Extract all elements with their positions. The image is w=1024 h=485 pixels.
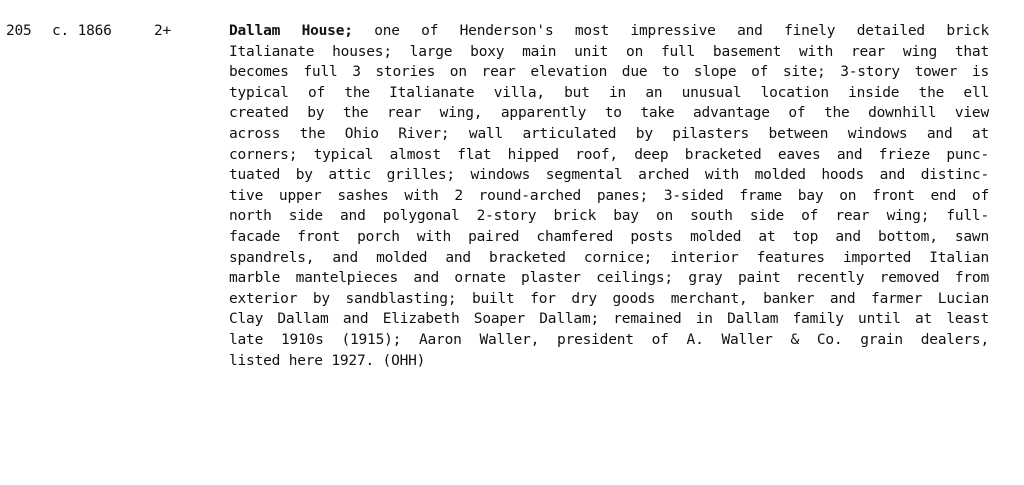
description-line: spandrels, and molded and bracketed cornice; interior features imported Italian	[229, 249, 989, 266]
description-line: late 1910s (1915); Aaron Waller, president of A. Waller & Co. grain dealers,	[229, 331, 989, 348]
description-line: across the Ohio River; wall articulated by pilasters between windows and at	[229, 125, 989, 142]
description-line: marble mantelpieces and ornate plaster ceilings; gray paint recently removed from	[229, 270, 989, 287]
description-line: becomes full 3 stories on rear elevation due to slope of site; 3-story tower is	[229, 64, 989, 81]
description-line: created by the rear wing, apparently to take advantage of the downhill view	[229, 105, 989, 122]
description-line: tive upper sashes with 2 round-arched panes; 3-sided frame bay on front end of	[229, 187, 989, 204]
entry-description	[229, 21, 989, 371]
description-line: facade front porch with paired chamfered posts molded at top and bottom, sawn	[229, 228, 989, 245]
description-line: Italianate houses; large boxy main unit on full basement with rear wing that	[229, 43, 989, 60]
description-line: tuated by attic grilles; windows segmental arched with molded hoods and distinc-	[229, 167, 989, 184]
description-line: north side and polygonal 2-story brick bay on south side of rear wing; full-	[229, 208, 989, 225]
description-line: typical of the Italianate villa, but in an unusual location inside the ell	[229, 84, 989, 101]
description-line: corners; typical almost flat hipped roof, deep bracketed eaves and frieze punc-	[229, 146, 989, 163]
description-line-text: one of Henderson's most impressive and finely detailed brick	[374, 23, 989, 39]
entry-number: 205	[6, 23, 32, 39]
entry-title: Dallam House;	[229, 23, 353, 39]
description-line: exterior by sandblasting; built for dry goods merchant, banker and farmer Lucian	[229, 290, 989, 307]
description-line: Clay Dallam and Elizabeth Soaper Dallam; remained in Dallam family until at least	[229, 311, 989, 328]
entry-stories: 2+	[154, 23, 172, 39]
entry-date: c. 1866	[52, 23, 112, 39]
description-line	[229, 21, 989, 42]
description-line: listed here 1927. (OHH)	[229, 352, 426, 369]
